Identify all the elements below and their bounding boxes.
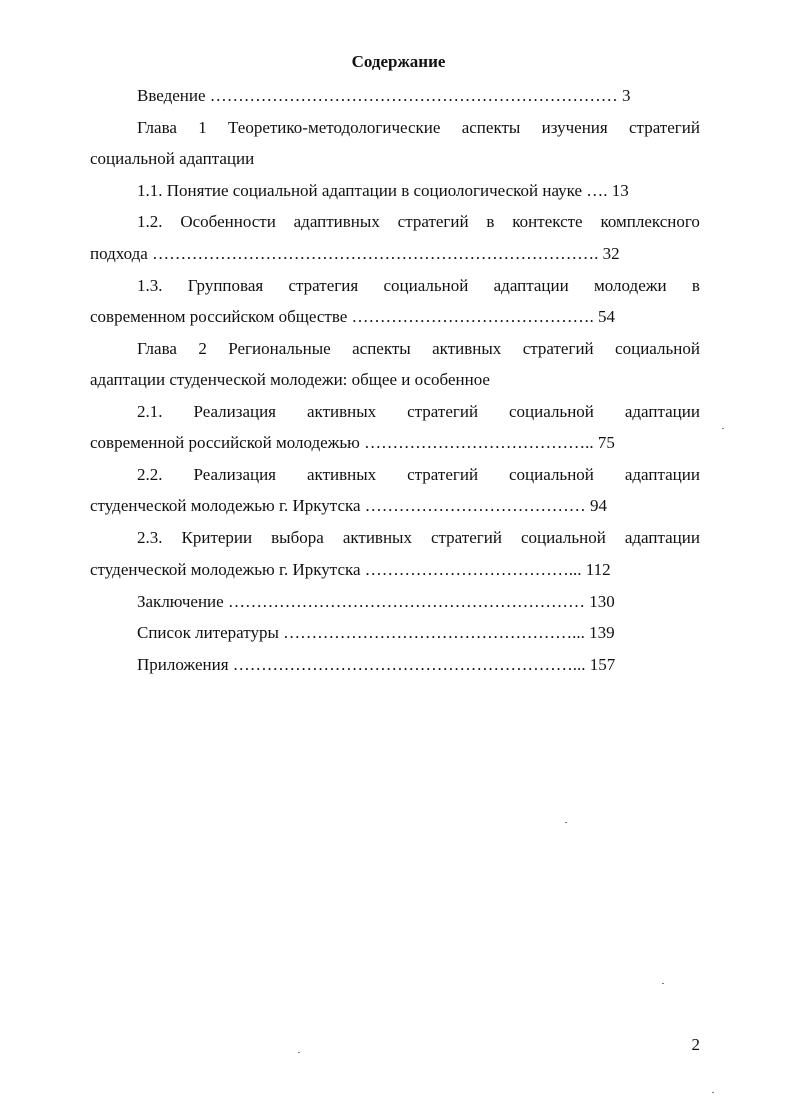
toc-word: адаптивных (293, 212, 380, 231)
scan-speck (662, 983, 664, 984)
scan-speck (712, 1092, 714, 1093)
scan-speck (722, 428, 724, 429)
toc-entry-references[interactable]: Список литературы ……………………………………………... 139 (137, 623, 615, 642)
toc-word: аспекты (352, 339, 411, 358)
toc-word: социальной (520, 528, 606, 547)
toc-word: активных (306, 402, 377, 421)
toc-word: социальной (509, 402, 594, 421)
toc-entry-appendices[interactable]: Приложения ……………………………………………………... 157 (137, 655, 616, 674)
toc-word: 1.3. (137, 276, 163, 295)
toc-word: выбора (271, 528, 324, 547)
toc-entry-2-2[interactable] (137, 465, 700, 485)
toc-entry-chapter-1[interactable] (137, 118, 700, 138)
toc-word: Групповая (187, 276, 264, 295)
toc-word: адаптации (624, 528, 700, 547)
toc-word: стратегий (407, 465, 479, 484)
toc-entry-chapter-2[interactable] (137, 339, 700, 359)
toc-word: Региональные (228, 339, 331, 358)
toc-word: 2.2. (137, 465, 163, 484)
toc-word: 2.3. (137, 528, 163, 547)
toc-entry-2-2-cont[interactable]: студенческой молодежью г. Иркутска ………………………………… 94 (90, 496, 608, 515)
toc-word: Глава (137, 118, 177, 137)
toc-word: стратегия (288, 276, 359, 295)
toc-word: комплексного (600, 212, 700, 231)
toc-word: активных (432, 339, 502, 358)
toc-word: адаптации (624, 465, 700, 484)
toc-word: в (486, 212, 495, 231)
toc-word: контексте (512, 212, 583, 231)
toc-entry-2-3[interactable] (137, 528, 700, 548)
toc-entry-1-2[interactable] (137, 212, 700, 232)
page-number: 2 (691, 1035, 700, 1054)
toc-word: стратегий (407, 402, 479, 421)
toc-entry-1-2-cont[interactable]: подхода ……………………………………………………………………. 32 (90, 244, 620, 263)
scan-speck (298, 1052, 300, 1053)
toc-word: 1.2. (137, 212, 163, 231)
toc-word: стратегий (522, 339, 594, 358)
toc-word: молодежи (594, 276, 667, 295)
toc-word: адаптации (624, 402, 700, 421)
toc-entry-1-3[interactable] (137, 276, 700, 296)
toc-word: социальной (615, 339, 700, 358)
toc-word: 1 (198, 118, 207, 137)
toc-word: аспекты (461, 118, 521, 137)
toc-entry-2-1-cont[interactable]: современной российской молодежью ………………………………….. 75 (90, 433, 615, 452)
toc-word: социальной (509, 465, 594, 484)
toc-entry-intro[interactable]: Введение ……………………………………………………………… 3 (137, 86, 631, 105)
toc-word: стратегий (629, 118, 700, 137)
toc-entry-2-1[interactable] (137, 402, 700, 422)
toc-word: активных (342, 528, 412, 547)
toc-entry-conclusion[interactable]: Заключение ……………………………………………………… 130 (137, 592, 615, 611)
toc-word: социальной (383, 276, 469, 295)
page-title: Содержание (351, 52, 446, 71)
toc-word: в (691, 276, 700, 295)
toc-entry-1-1[interactable]: 1.1. Понятие социальной адаптации в социологической науке …. 13 (137, 181, 629, 200)
toc-word: Глава (137, 339, 177, 358)
toc-word: Особенности (180, 212, 276, 231)
toc-word: 2.1. (137, 402, 163, 421)
toc-word: стратегий (397, 212, 469, 231)
toc-word: адаптации (493, 276, 569, 295)
toc-entry-chapter-2-cont[interactable]: адаптации студенческой молодежи: общее и особенное (90, 370, 490, 389)
toc-entry-chapter-1-cont[interactable]: социальной адаптации (90, 149, 255, 168)
toc-entry-1-3-cont[interactable]: современном российском обществе ……………………………………. 54 (90, 307, 616, 326)
toc-word: изучения (541, 118, 608, 137)
toc-word: Критерии (181, 528, 253, 547)
toc-word: Теоретико-методологические (228, 118, 441, 137)
toc-word: стратегий (430, 528, 502, 547)
toc-word: активных (306, 465, 377, 484)
toc-word: 2 (198, 339, 207, 358)
toc-entry-2-3-cont[interactable]: студенческой молодежью г. Иркутска ………………………………... 112 (90, 560, 611, 579)
scan-speck (565, 822, 567, 823)
toc-word: Реализация (193, 465, 277, 484)
toc-word: Реализация (193, 402, 277, 421)
